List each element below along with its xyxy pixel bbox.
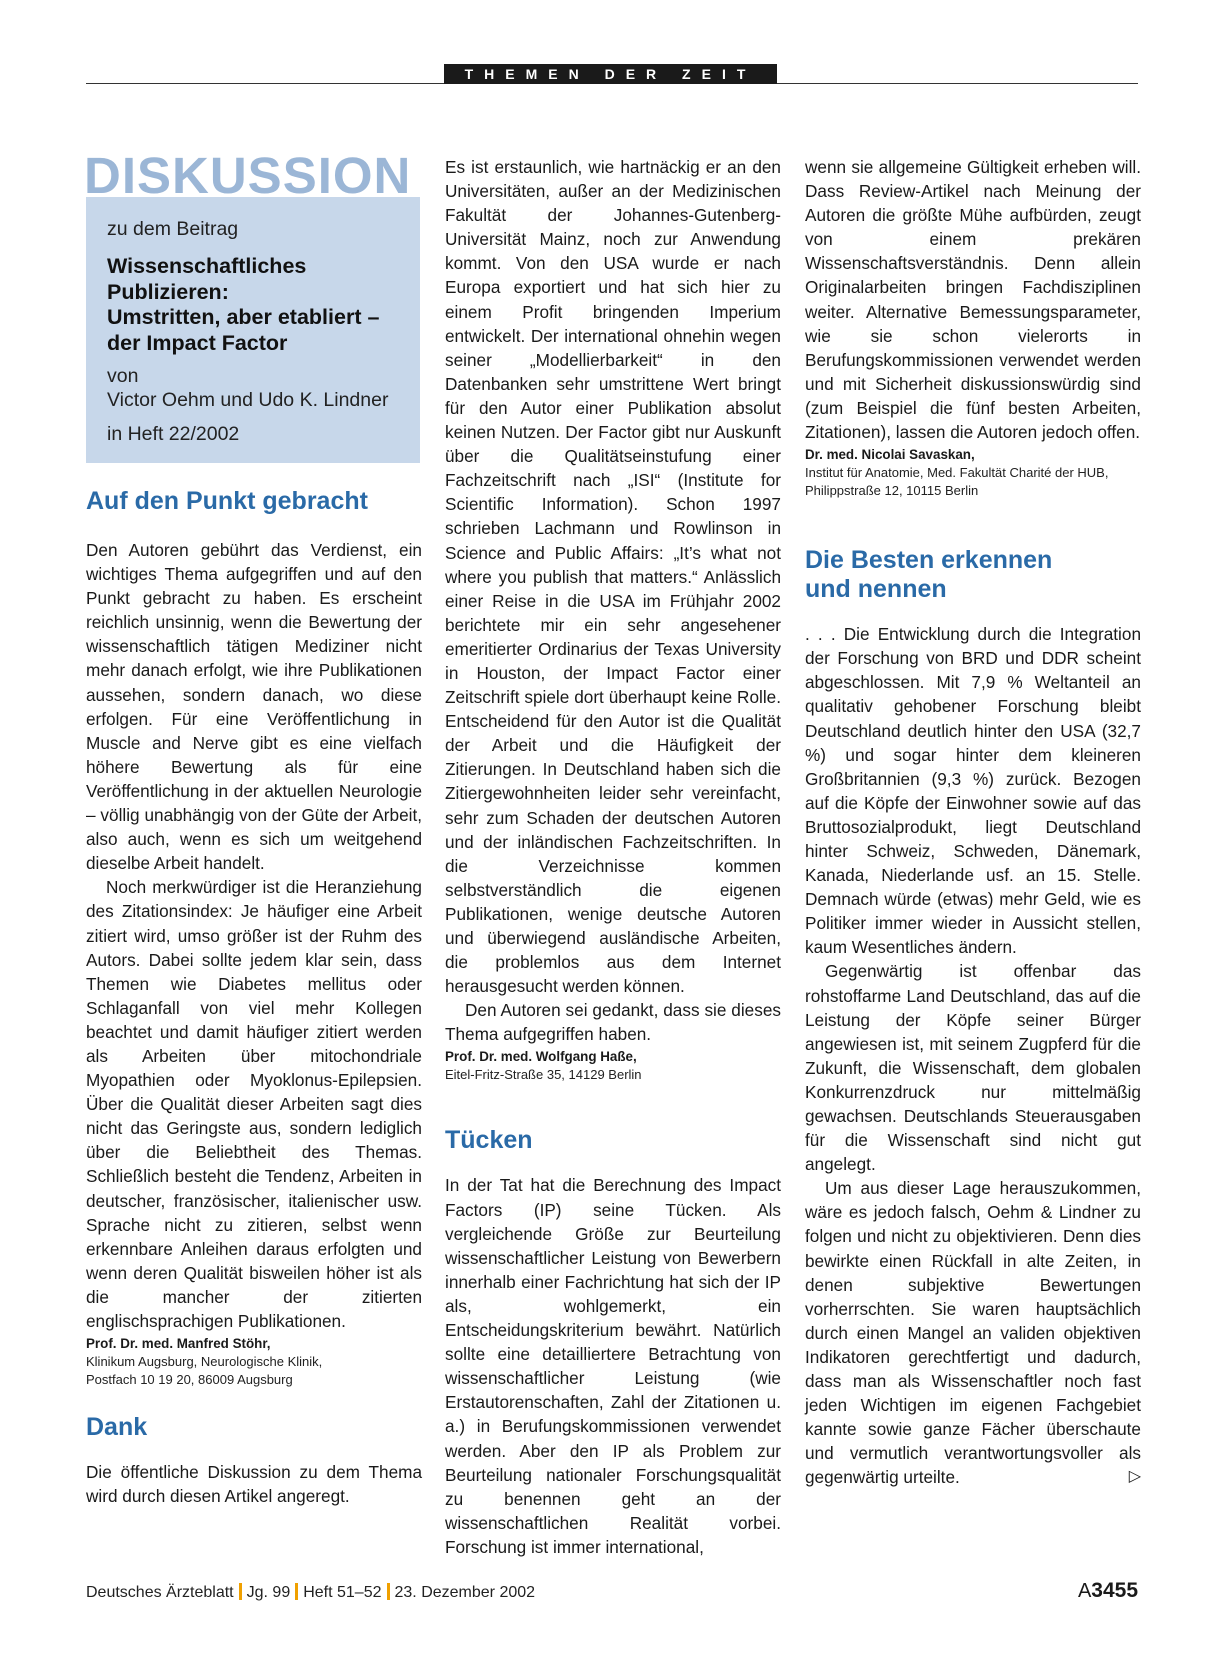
column-3	[805, 155, 1141, 1490]
von-label: von	[107, 365, 139, 387]
signature-address: Klinikum Augsburg, Neurologische Klinik,	[86, 1354, 323, 1370]
besten-paragraph-1: . . . Die Entwicklung durch die Integration der Forschung von BRD und DDR scheint abgeschlossen. Mit 7,9 % Weltanteil an qualitativ gehobener Forschung bleibt Deutschland deutlich hinter den USA (32,7 %) und sogar hinter dem kleineren Großbritannien (9,3 %) zurück. Bezogen auf die Köpfe der Einwohner sowie auf das Bruttosozialprodukt, liegt Deutschland hinter Schweiz, Schweden, Dänemark, Kanada, Niederlande usf. an 15. Stelle. Demnach würde (etwas) mehr Geld, wie es Politiker immer wieder in Aussicht stellen, kaum Wesentliches ändern.	[805, 624, 1141, 958]
section-header: THEMEN DER ZEIT	[444, 64, 777, 84]
continue-arrow-icon: ▷	[1128, 1468, 1141, 1486]
footer	[86, 1583, 535, 1602]
signature-name: Prof. Dr. med. Wolfgang Haße,	[445, 1049, 637, 1065]
punkt-paragraph-1: Den Autoren gebührt das Verdienst, ein wichtiges Thema aufgegriffen und auf den Punkt gebracht zu haben. Es erscheint reichlich unsinnig, wenn die Bewertung der wissenschaftlich tätigen Mediziner nicht mehr danach erfolgt, wie ihre Publikationen aussehen, sondern danach, wo diese erfolgen. Für eine Veröffentlichung in Muscle and Nerve gibt es eine vielfach höhere Bewertung als für eine Veröffentlichung in der aktuellen Neurologie – völlig unabhängig von der Güte der Arbeit, also auch, wenn es sich um weitgehend dieselbe Arbeit handelt.	[86, 540, 422, 874]
tuecken-paragraph-1-start: In der Tat hat die Berechnung des Impact Factors (IP) seine Tücken. Als vergleichende Größe zur Beurteilung wissenschaftlicher Leistung von Bewerbern innerhalb einer Fachrichtung hat sich der IP als, wohlgemerkt, ein Entscheidungskriterium bewährt. Natürlich sollte eine detailliertere Betrachtung von wissenschaftlicher Leistung (wie Erstautorenschaften, Zahl der Zitationen u. a.) in Berufungskommissionen verwendet werden. Aber den IP als Problem zur Beurteilung nationaler Forschungsqualität zu benennen geht an der wissenschaftlichen Realität vorbei. Forschung ist immer international,	[445, 1175, 781, 1557]
heading-besten: Die Besten erkennen und nennen	[805, 546, 1053, 604]
signature-name: Dr. med. Nicolai Savaskan,	[805, 447, 975, 463]
article-authors: Victor Oehm und Udo K. Lindner	[107, 389, 389, 411]
besten-paragraph-2: Gegenwärtig ist offenbar das rohstoffarme Land Deutschland, das auf die Leistung der Köpfe seiner Bürger angewiesen ist, mit seinem Zugpferd für die Zukunft, die Wissenschaft, dem globalen Konkurrenzdruck nur mittelmäßig gewachsen. Deutschlands Steuerausgaben für die Wissenschaft sind nicht gut angelegt.	[805, 961, 1141, 1175]
besten-paragraph-3: Um aus dieser Lage herauszukommen, wäre es jedoch falsch, Oehm & Lindner zu folgen und nicht zu objektivieren. Denn dies bewirkte einen Rückfall in alte Zeiten, in denen subjektive Bewertungen vorherrschten. Sie waren hauptsächlich durch einen Mangel an validen objektiven Indikatoren gerechtfertigt und dadurch, dass man als Wissenschaftler noch fast jeden Wichtigen im eigenen Fachgebiet kannte sowie ganze Fächer überschaute und vermutlich verantwortungsvoller als gegenwärtig urteilte. ▷	[805, 1176, 1141, 1489]
page-number: A3455	[1077, 1579, 1138, 1602]
heading-punkt: Auf den Punkt gebracht	[86, 487, 368, 515]
column-2	[445, 155, 781, 1559]
column-1	[86, 487, 422, 1508]
footer-divider	[295, 1583, 298, 1600]
journal-volume: Jg. 99	[246, 1584, 291, 1601]
signature-address: Postfach 10 19 20, 86009 Augsburg	[86, 1372, 293, 1388]
punkt-paragraph-2: Noch merkwürdiger ist die Heranziehung des Zitationsindex: Je häufiger eine Arbeit zitiert wird, umso größer ist der Ruhm des Autors. Dabei sollte jedem klar sein, dass Themen wie Diabetes mellitus oder Schlaganfall von viel mehr Kollegen beachtet und damit häufiger zitiert werden als Arbeiten über mitochondriale Myopathien oder Myoklonus-Epilepsien. Über die Qualität dieser Arbeiten sagt dies nicht das Geringste aus, sondern lediglich über die Beliebtheit des Themas. Schließlich besteht die Tendenz, Arbeiten in deutscher, französischer, italienischer usw. Sprache nicht zu zitieren, selbst wenn erkennbare Anleihen daraus erfolgten und wenn deren Qualität bisweilen höher ist als die mancher der zitierten englischsprachigen Publikationen.	[86, 877, 422, 1331]
zu-dem-beitrag: zu dem Beitrag	[107, 218, 239, 240]
dank-paragraph-1-cont: Es ist erstaunlich, wie hartnäckig er an den Universitäten, außer an der Medizinischen Fakultät der Johannes-Gutenberg-Universität Mainz, noch zur Anwendung kommt. Von den USA wurde er nach Europa exportiert und hat sich hier zu einem Profit bringenden Imperium entwickelt. Der international ohnehin wegen seiner „Modellierbarkeit“ in den Datenbanken sehr umstrittene Wert bringt für den Autor einer Publikation absolut keinen Nutzen. Der Factor gibt nur Auskunft über die Qualitätseinstufung einer Fachzeitschrift nach „ISI“ (Institute for Scientific Information). Schon 1997 schrieben Lachmann und Rowlinson in Science and Public Affairs: „It’s what not where you publish that matters.“ Anlässlich einer Reise in die USA im Frühjahr 2002 berichtete mir ein sehr angesehener emeritierter Ordinarius der Texas University in Houston, der Impact Factor einer Zeitschrift spiele dort überhaupt keine Rolle. Entscheidend für den Autor ist die Qualität der Arbeit und die Häufigkeit der Zitierungen. In Deutschland haben sich die Zitiergewohnheiten leider sehr vereinfacht, sehr zum Schaden der deutschen Autoren und der inländischen Fachzeitschriften. In die Verzeichnisse kommen selbstverständlich die eigenen Publikationen, wenige deutsche Autoren und überwiegend ausländische Arbeiten, die problemlos aus dem Internet herausgesucht werden können.	[445, 157, 781, 997]
signature-name: Prof. Dr. med. Manfred Stöhr,	[86, 1336, 271, 1352]
article-title: Wissenschaftliches Publizieren: Umstritten, aber etabliert – der Impact Factor	[107, 254, 380, 355]
dank-paragraph-2: Den Autoren sei gedankt, dass sie dieses Thema aufgegriffen haben.	[445, 1000, 781, 1045]
tuecken-paragraph-1-cont: wenn sie allgemeine Gültigkeit erheben will. Dass Review-Artikel nach Meinung der Autoren die größte Mühe aufbürden, zeugt von einem prekären Wissenschaftsverständnis. Denn allein Originalarbeiten bringen Fachdisziplinen weiter. Alternative Bemessungsparameter, wie sie schon vielerorts in Berufungskommissionen verwendet werden und mit Sicherheit diskussionswürdig sind (zum Beispiel die fünf besten Arbeiten, Zitationen), lassen die Autoren jedoch offen.	[805, 157, 1141, 443]
journal-date: 23. Dezember 2002	[394, 1584, 536, 1601]
signature-address: Eitel-Fritz-Straße 35, 14129 Berlin	[445, 1067, 642, 1083]
discussion-box	[86, 197, 420, 463]
dank-paragraph-1-start: Die öffentliche Diskussion zu dem Thema wird durch diesen Artikel angeregt.	[86, 1462, 422, 1507]
heading-dank: Dank	[86, 1413, 148, 1442]
footer-divider	[239, 1583, 242, 1600]
journal-issue: Heft 51–52	[303, 1584, 382, 1601]
issue-ref: in Heft 22/2002	[107, 423, 240, 445]
signature-address: Institut für Anatomie, Med. Fakultät Charité der HUB,	[805, 465, 1109, 481]
discussion-title: DISKUSSION	[84, 147, 412, 204]
footer-divider	[387, 1583, 390, 1600]
journal-name: Deutsches Ärzteblatt	[86, 1584, 234, 1601]
signature-address: Philippstraße 12, 10115 Berlin	[805, 483, 979, 499]
heading-tuecken: Tücken	[445, 1126, 533, 1155]
